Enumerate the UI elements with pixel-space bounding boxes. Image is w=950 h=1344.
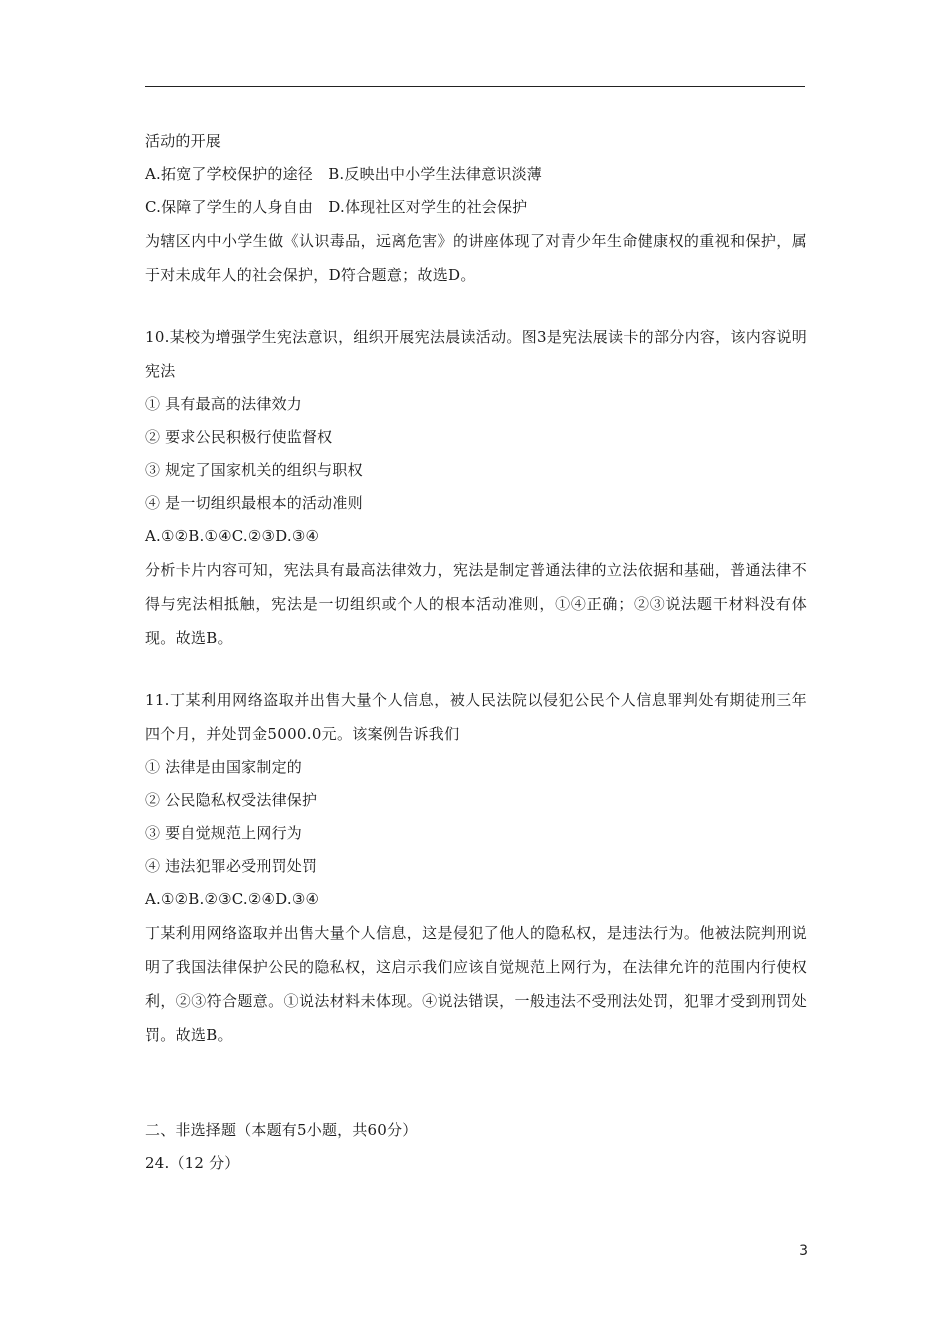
page-content (145, 125, 807, 1180)
q10-item-1: ① 具有最高的法律效力 (145, 395, 302, 413)
q11-item-1: ① 法律是由国家制定的 (145, 758, 302, 776)
q11-analysis: 丁某利用网络盗取并出售大量个人信息，这是侵犯了他人的隐私权，是违法行为。他被法院判刑说明了我国法律保护公民的隐私权，这启示我们应该自觉规范上网行为，在法律允许的范围内行使权利，②③符合题意。①说法材料未体现。④说法错误，一般违法不受刑法处罚，犯罪才受到刑罚处罚。故选B。 (145, 924, 807, 1044)
q9-option-cd: C.保障了学生的人身自由 D.体现社区对学生的社会保护 (145, 198, 528, 216)
q9-analysis: 为辖区内中小学生做《认识毒品，远离危害》的讲座体现了对青少年生命健康权的重视和保护，属于对未成年人的社会保护，D符合题意；故选D。 (145, 232, 807, 284)
q9-option-ab: A.拓宽了学校保护的途径 B.反映出中小学生法律意识淡薄 (145, 165, 542, 183)
q11-item-2: ② 公民隐私权受法律保护 (145, 791, 318, 809)
q11-options: A.①②B.②③C.②④D.③④ (145, 890, 320, 908)
q10-item-2: ② 要求公民积极行使监督权 (145, 428, 333, 446)
q10-options: A.①②B.①④C.②③D.③④ (145, 527, 320, 545)
q10-item-4: ④ 是一切组织最根本的活动准则 (145, 494, 363, 512)
q11-item-3: ③ 要自觉规范上网行为 (145, 824, 302, 842)
q10-item-3: ③ 规定了国家机关的组织与职权 (145, 461, 363, 479)
q24-heading: 24.（12 分） (145, 1154, 240, 1172)
q10-analysis: 分析卡片内容可知，宪法具有最高法律效力，宪法是制定普通法律的立法依据和基础，普通法律不得与宪法相抵触，宪法是一切组织或个人的根本活动准则，①④正确；②③说法题干材料没有体现。故选B。 (145, 561, 807, 647)
header-rule (145, 86, 805, 87)
page-number: 3 (799, 1243, 808, 1259)
q10-stem: 10.某校为增强学生宪法意识，组织开展宪法晨读活动。图3是宪法展读卡的部分内容，该内容说明宪法 (145, 328, 807, 380)
section2-title: 二、非选择题（本题有5小题，共60分） (145, 1121, 418, 1139)
q11-item-4: ④ 违法犯罪必受刑罚处罚 (145, 857, 318, 875)
q11-stem: 11.丁某利用网络盗取并出售大量个人信息，被人民法院以侵犯公民个人信息罪判处有期徒刑三年四个月，并处罚金5000.0元。该案例告诉我们 (145, 691, 807, 743)
q9-stem-tail: 活动的开展 (145, 132, 222, 150)
